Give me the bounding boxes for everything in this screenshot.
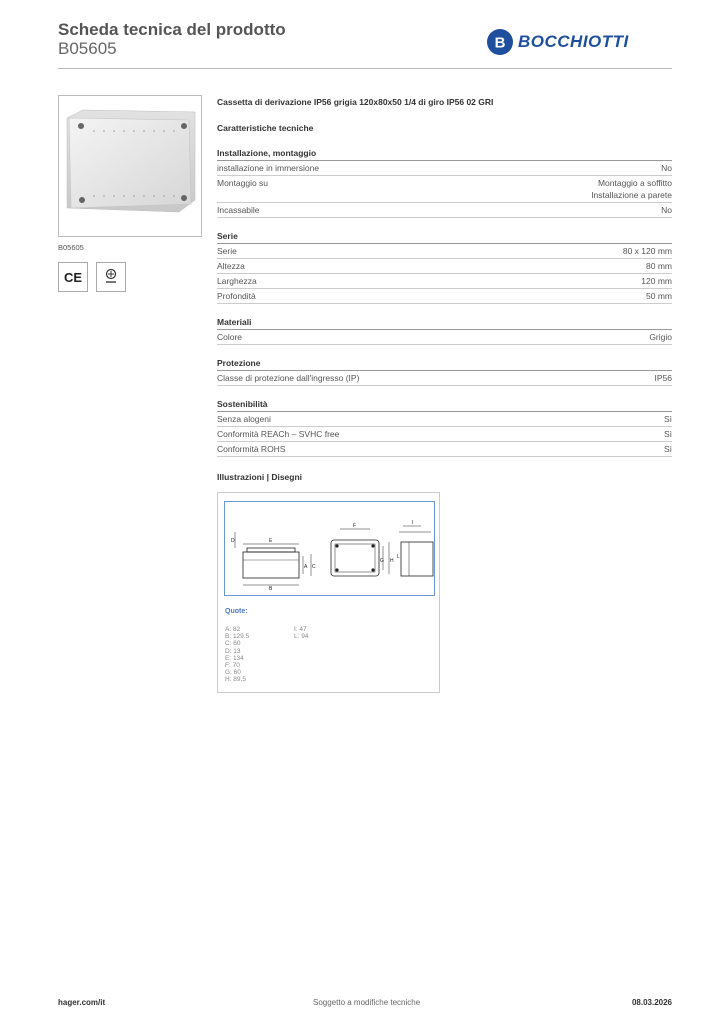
spec-value: Sì [663, 429, 672, 439]
dimension-value: C: 60 [225, 640, 241, 648]
section-title: Serie [217, 230, 672, 244]
spec-value: 80 mm [646, 261, 672, 271]
dimension-value: F: 70 [225, 662, 240, 670]
section-installation [217, 147, 672, 218]
drawing-letter: B [269, 586, 273, 592]
section-title: Protezione [217, 357, 672, 371]
spec-label: installazione in immersione [217, 163, 320, 173]
spec-label: Altezza [217, 261, 245, 271]
section-protection [217, 357, 672, 386]
spec-value-line: Installazione a parete [591, 190, 672, 200]
spec-row [217, 442, 672, 457]
spec-label: Serie [217, 246, 237, 256]
photo-caption: B05605 [58, 243, 84, 252]
dimension-value: B: 129.5 [225, 633, 250, 641]
drawing-letter: L [397, 554, 400, 560]
section-title: Installazione, montaggio [217, 147, 672, 161]
product-code: B05605 [58, 39, 117, 58]
header-divider [58, 68, 672, 69]
spec-value: 120 mm [641, 276, 672, 286]
spec-label: Montaggio su [217, 178, 269, 188]
dimension-value: E: 134 [225, 654, 244, 662]
product-photo [58, 95, 202, 237]
spec-row [217, 274, 672, 289]
brand-logo [486, 28, 629, 56]
dimension-value: I: 47 [294, 626, 307, 633]
bocchiotti-logo-icon [486, 28, 514, 56]
dimensions-label: Quote: [225, 608, 248, 615]
section-sustainability [217, 398, 672, 457]
spec-value: No [661, 205, 672, 215]
spec-value: Grigio [649, 332, 672, 342]
drawing-letter: E [269, 538, 273, 544]
dimension-value: H: 89.5 [225, 676, 246, 684]
svg-text:B: B [494, 34, 506, 52]
product-title: Cassetta di derivazione IP56 grigia 120x80x50 1/4 di giro IP56 02 GRI [217, 97, 494, 107]
specs-heading: Caratteristiche tecniche [217, 123, 314, 133]
page-title: Scheda tecnica del prodotto [58, 20, 286, 39]
drawing-letter: I [412, 520, 414, 526]
spec-row [217, 330, 672, 345]
footer-note: Soggetto a modifiche tecniche [313, 998, 421, 1007]
spec-row [217, 289, 672, 304]
footer-date: 08.03.2026 [631, 998, 672, 1007]
spec-row [217, 371, 672, 386]
section-title: Sostenibilità [217, 398, 672, 412]
spec-value: Sì [663, 414, 672, 424]
drawing-letter: A [304, 564, 308, 570]
spec-value [591, 177, 672, 201]
drawing-area [224, 501, 435, 596]
spec-value: IP56 [654, 373, 672, 383]
spec-label: Conformità REACh – SVHC free [217, 429, 340, 439]
drawing-letter: F [353, 523, 357, 529]
spec-value: 50 mm [646, 291, 672, 301]
dimensions-list [294, 626, 308, 640]
drawing-letter: H [390, 558, 394, 564]
spec-row [217, 412, 672, 427]
spec-label: Classe di protezione dall'ingresso (IP) [217, 373, 360, 383]
spec-label: Profondità [217, 291, 256, 301]
spec-label: Larghezza [217, 276, 257, 286]
spec-value-line: Montaggio a soffitto [597, 178, 672, 188]
spec-value: 80 x 120 mm [622, 246, 672, 256]
section-series [217, 230, 672, 304]
section-materials [217, 316, 672, 345]
dimension-value: L: 94 [294, 633, 309, 641]
spec-label: Colore [217, 332, 243, 342]
imq-mark-icon [96, 262, 126, 292]
spec-row [217, 176, 672, 203]
spec-row [217, 244, 672, 259]
spec-row [217, 427, 672, 442]
spec-row [217, 161, 672, 176]
section-title: Materiali [217, 316, 672, 330]
dimensions-list [225, 626, 249, 684]
technical-drawing [217, 492, 440, 693]
dimension-value: D: 13 [225, 647, 241, 655]
spec-value: Sì [663, 444, 672, 454]
spec-row [217, 203, 672, 218]
dimension-value: A: 82 [225, 626, 241, 633]
ce-mark-icon: CE [58, 262, 88, 292]
brand-name: BOCCHIOTTI [518, 32, 629, 51]
drawing-letter: G [380, 558, 384, 564]
spec-label: Incassabile [217, 205, 260, 215]
spec-label: Conformità ROHS [217, 444, 286, 454]
spec-label: Senza alogeni [217, 414, 271, 424]
dimension-value: G: 60 [225, 669, 241, 677]
product-details [217, 95, 672, 484]
footer-website: hager.com/it [58, 998, 106, 1007]
spec-value: No [661, 163, 672, 173]
drawing-letter: C [312, 564, 316, 570]
spec-row [217, 259, 672, 274]
drawing-letter: D [231, 538, 235, 544]
illustrations-heading: Illustrazioni | Disegni [217, 472, 303, 482]
